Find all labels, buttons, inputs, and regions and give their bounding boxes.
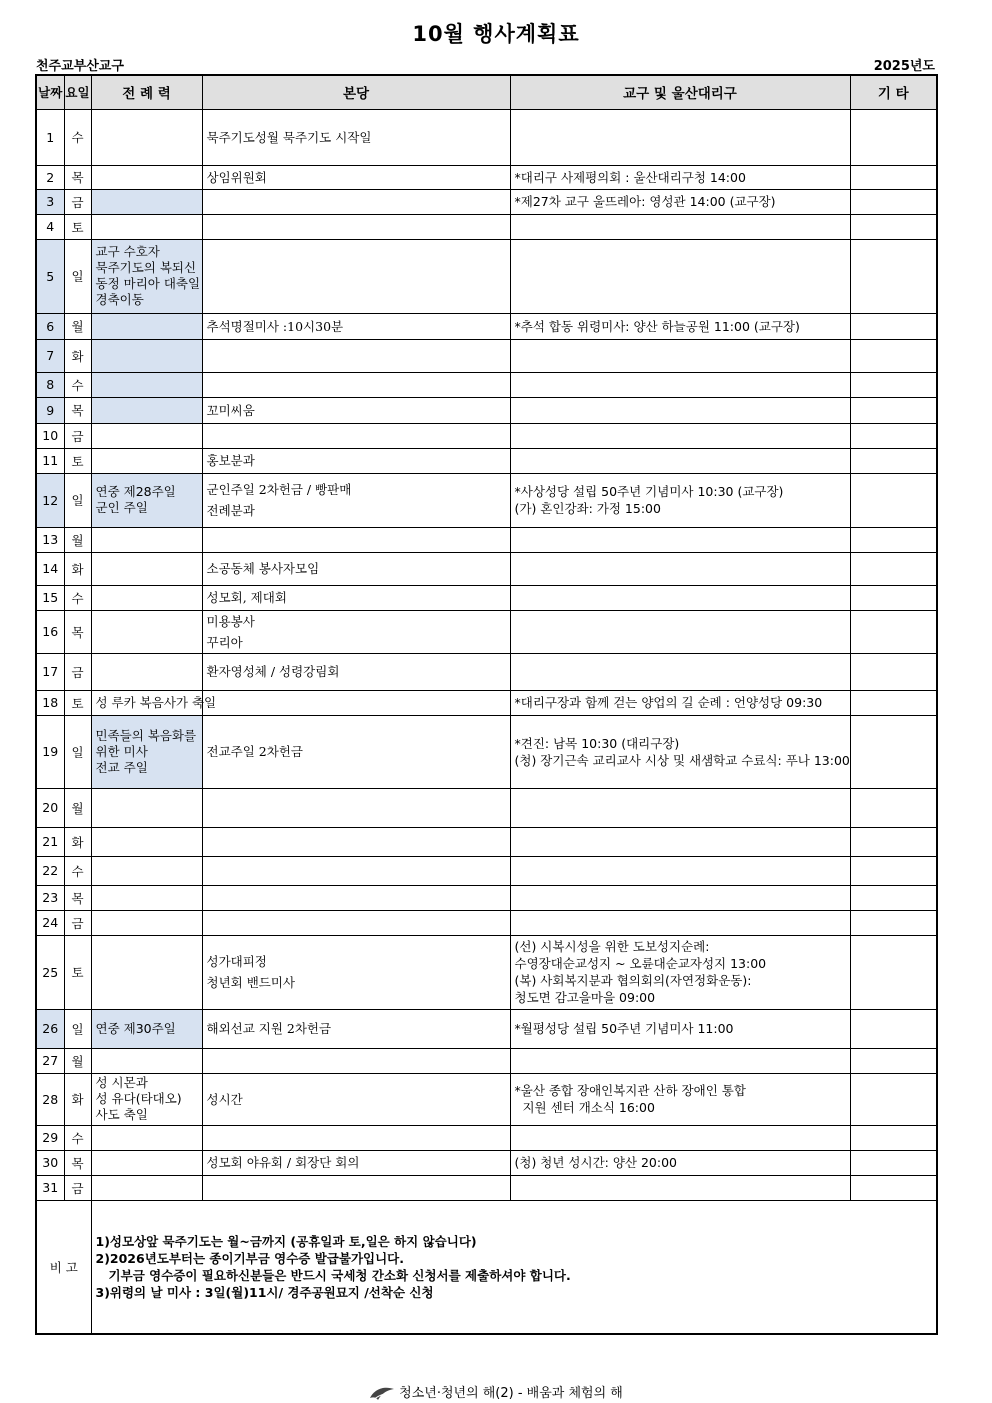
header-row [36, 75, 937, 109]
table-row [36, 827, 937, 856]
liturgy-cell [91, 214, 202, 239]
table-row [36, 1175, 937, 1200]
etc-cell [850, 473, 937, 527]
liturgy-cell [91, 397, 202, 423]
parish-event-line: 청년회 밴드미사 [206, 975, 295, 990]
diocese-event-cell [510, 1125, 850, 1150]
day-cell: 23 [36, 885, 64, 910]
diocese-event-cell [510, 527, 850, 552]
day-cell: 25 [36, 935, 64, 1009]
table-row [36, 690, 937, 715]
diocese-event-cell [510, 109, 850, 165]
day-cell: 2 [36, 165, 64, 189]
day-cell: 4 [36, 214, 64, 239]
parish-event-cell [202, 397, 510, 423]
parish-event-cell [202, 690, 510, 715]
liturgy-line: 성 루카 복음사가 축일 [95, 694, 217, 710]
liturgy-cell [91, 653, 202, 690]
diocese-event-line: *견진: 남목 10:30 (대리구장) [514, 735, 680, 751]
diocese-event-line: *사상성당 설립 50주년 기념미사 10:30 (교구장) [514, 484, 784, 499]
header-weekday: 요일 [64, 75, 91, 109]
parish-event-cell [202, 1125, 510, 1150]
day-cell: 18 [36, 690, 64, 715]
day-cell: 17 [36, 653, 64, 690]
note-line: 기부금 영수증이 필요하신분들은 반드시 국세청 간소화 신청서를 제출하셔야 합니다. [95, 1267, 571, 1283]
parish-event-cell [202, 189, 510, 214]
diocese-event-cell [510, 788, 850, 827]
diocese-event-line: *추석 합동 위령미사: 양산 하늘공원 11:00 (교구장) [514, 318, 800, 334]
etc-cell [850, 527, 937, 552]
diocese-event-line: *울산 종합 장애인복지관 산하 장애인 통합 [514, 1083, 746, 1098]
weekday-cell: 월 [64, 313, 91, 339]
etc-cell [850, 610, 937, 653]
weekday-cell: 목 [64, 885, 91, 910]
parish-event-line: 홍보분과 [206, 453, 255, 468]
liturgy-cell [91, 715, 202, 788]
weekday-cell: 토 [64, 214, 91, 239]
parish-event-cell [202, 585, 510, 610]
diocese-event-cell [510, 610, 850, 653]
weekday-cell: 수 [64, 1125, 91, 1150]
diocese-event-cell [510, 715, 850, 788]
weekday-cell: 화 [64, 827, 91, 856]
day-cell: 7 [36, 339, 64, 372]
liturgy-cell [91, 856, 202, 885]
day-cell: 27 [36, 1048, 64, 1073]
parish-event-cell [202, 1073, 510, 1125]
table-row [36, 109, 937, 165]
parish-event-line: 환자영성체 / 성령강림회 [206, 664, 340, 679]
parish-event-line: 상임위원회 [206, 169, 267, 185]
table-row [36, 339, 937, 372]
liturgy-cell [91, 788, 202, 827]
etc-cell [850, 788, 937, 827]
year-label: 2025년도 [873, 59, 935, 74]
diocese-event-cell [510, 189, 850, 214]
liturgy-line: 군인 주일 [95, 500, 148, 515]
liturgy-line: 사도 축일 [95, 1107, 148, 1122]
diocese-event-cell [510, 935, 850, 1009]
diocese-event-cell [510, 1175, 850, 1200]
weekday-cell: 금 [64, 189, 91, 214]
day-cell: 31 [36, 1175, 64, 1200]
parish-event-cell [202, 856, 510, 885]
etc-cell [850, 1073, 937, 1125]
table-row [36, 552, 937, 585]
parish-event-line: 성모회 야유회 / 회장단 회의 [206, 1155, 360, 1170]
table-row [36, 653, 937, 690]
diocese-event-cell [510, 690, 850, 715]
diocese-event-cell [510, 1073, 850, 1125]
table-row [36, 610, 937, 653]
weekday-cell: 월 [64, 788, 91, 827]
etc-cell [850, 189, 937, 214]
notes-row [36, 1200, 937, 1334]
parish-event-line: 해외선교 지원 2차헌금 [206, 1021, 332, 1036]
liturgy-cell [91, 1150, 202, 1175]
parish-event-cell [202, 715, 510, 788]
parish-event-line: 성모회, 제대회 [206, 590, 287, 605]
day-cell: 14 [36, 552, 64, 585]
weekday-cell: 화 [64, 339, 91, 372]
diocese-event-cell [510, 313, 850, 339]
weekday-cell: 월 [64, 1048, 91, 1073]
etc-cell [850, 690, 937, 715]
liturgy-cell [91, 1175, 202, 1200]
weekday-cell: 수 [64, 109, 91, 165]
liturgy-cell [91, 473, 202, 527]
day-cell: 28 [36, 1073, 64, 1125]
diocese-event-line: *대리구 사제평의회 : 울산대리구청 14:00 [514, 169, 746, 185]
weekday-cell: 토 [64, 690, 91, 715]
etc-cell [850, 448, 937, 473]
parish-event-cell [202, 214, 510, 239]
table-row [36, 788, 937, 827]
etc-cell [850, 1175, 937, 1200]
diocese-event-line: 지원 센터 개소식 16:00 [514, 1100, 655, 1115]
diocese-event-line: *제27차 교구 울뜨레아: 영성관 14:00 (교구장) [514, 194, 776, 209]
etc-cell [850, 372, 937, 397]
diocese-event-cell [510, 423, 850, 448]
organization-name: 천주교부산교구 [36, 59, 124, 74]
parish-event-cell [202, 1009, 510, 1048]
diocese-event-cell [510, 397, 850, 423]
parish-event-cell [202, 1048, 510, 1073]
table-row [36, 585, 937, 610]
header-diocese: 교구 및 울산대리구 [510, 75, 850, 109]
parish-event-line: 성가대피정 [206, 954, 267, 969]
liturgy-cell [91, 1073, 202, 1125]
table-row [36, 910, 937, 935]
day-cell: 22 [36, 856, 64, 885]
etc-cell [850, 910, 937, 935]
day-cell: 26 [36, 1009, 64, 1048]
day-cell: 5 [36, 239, 64, 313]
parish-event-line: 전례분과 [206, 503, 255, 518]
liturgy-cell [91, 372, 202, 397]
table-row [36, 423, 937, 448]
parish-event-line: 전교주일 2차헌금 [206, 744, 303, 759]
etc-cell [850, 339, 937, 372]
weekday-cell: 금 [64, 910, 91, 935]
parish-event-line: 묵주기도성월 묵주기도 시작일 [206, 129, 372, 145]
liturgy-cell [91, 109, 202, 165]
liturgy-cell [91, 1048, 202, 1073]
etc-cell [850, 653, 937, 690]
parish-event-cell [202, 165, 510, 189]
header-etc: 기 타 [850, 75, 937, 109]
liturgy-line: 민족들의 복음화를 [95, 727, 197, 743]
weekday-cell: 일 [64, 239, 91, 313]
diocese-event-cell [510, 214, 850, 239]
day-cell: 30 [36, 1150, 64, 1175]
day-cell: 12 [36, 473, 64, 527]
parish-event-cell [202, 239, 510, 313]
etc-cell [850, 552, 937, 585]
table-row [36, 473, 937, 527]
table-row [36, 1150, 937, 1175]
diocese-event-cell [510, 339, 850, 372]
liturgy-cell [91, 189, 202, 214]
table-row [36, 1009, 937, 1048]
parish-event-line: 꾸리아 [206, 634, 243, 650]
weekday-cell: 일 [64, 715, 91, 788]
note-line: 1)성모상앞 묵주기도는 월~금까지 (공휴일과 토,일은 하지 않습니다) [95, 1233, 477, 1249]
liturgy-line: 전교 주일 [95, 759, 148, 775]
etc-cell [850, 935, 937, 1009]
etc-cell [850, 1009, 937, 1048]
day-cell: 13 [36, 527, 64, 552]
diocese-event-line: *월평성당 설립 50주년 기념미사 11:00 [514, 1021, 734, 1036]
parish-event-cell [202, 653, 510, 690]
liturgy-line: 연중 제28주일 [95, 484, 176, 499]
liturgy-cell [91, 910, 202, 935]
parish-event-cell [202, 313, 510, 339]
parish-event-cell [202, 372, 510, 397]
day-cell: 9 [36, 397, 64, 423]
liturgy-cell [91, 165, 202, 189]
liturgy-cell [91, 585, 202, 610]
weekday-cell: 금 [64, 1175, 91, 1200]
table-row [36, 165, 937, 189]
liturgy-cell [91, 423, 202, 448]
diocese-event-cell [510, 372, 850, 397]
weekday-cell: 토 [64, 448, 91, 473]
parish-event-cell [202, 827, 510, 856]
etc-cell [850, 715, 937, 788]
liturgy-cell [91, 610, 202, 653]
weekday-cell: 금 [64, 423, 91, 448]
table-row [36, 1125, 937, 1150]
weekday-cell: 일 [64, 473, 91, 527]
day-cell: 8 [36, 372, 64, 397]
parish-event-cell [202, 935, 510, 1009]
liturgy-cell [91, 552, 202, 585]
liturgy-cell [91, 885, 202, 910]
diocese-event-cell [510, 552, 850, 585]
liturgy-cell [91, 827, 202, 856]
diocese-event-line: 수영장대순교성지 ~ 오륜대순교자성지 13:00 [514, 956, 767, 971]
liturgy-line: 연중 제30주일 [95, 1020, 176, 1036]
parish-event-cell [202, 423, 510, 448]
day-cell: 1 [36, 109, 64, 165]
etc-cell [850, 1125, 937, 1150]
table-row [36, 527, 937, 552]
day-cell: 24 [36, 910, 64, 935]
weekday-cell: 목 [64, 610, 91, 653]
weekday-cell: 수 [64, 585, 91, 610]
diocese-event-cell [510, 827, 850, 856]
diocese-event-cell [510, 239, 850, 313]
liturgy-line: 성 유다(타대오) [95, 1091, 182, 1106]
liturgy-cell [91, 935, 202, 1009]
diocese-event-cell [510, 1150, 850, 1175]
parish-event-line: 미용봉사 [206, 613, 255, 629]
table-row [36, 372, 937, 397]
footer [0, 1382, 992, 1402]
weekday-cell: 화 [64, 1073, 91, 1125]
diocese-event-line: (가) 혼인강좌: 가정 15:00 [514, 501, 661, 516]
parish-event-line: 추석명절미사 :10시30분 [206, 318, 344, 334]
schedule-table [35, 74, 938, 1335]
etc-cell [850, 109, 937, 165]
etc-cell [850, 1048, 937, 1073]
weekday-cell: 목 [64, 397, 91, 423]
diocese-event-line: (청) 청년 성시간: 양산 20:00 [514, 1155, 677, 1170]
parish-event-cell [202, 910, 510, 935]
notes-label: 비 고 [36, 1200, 91, 1334]
table-row [36, 885, 937, 910]
diocese-event-cell [510, 585, 850, 610]
diocese-event-line: (복) 사회복지분과 협의회의(자연정화운동): [514, 973, 752, 988]
parish-event-line: 소공동체 봉사자모임 [206, 561, 320, 576]
liturgy-cell [91, 313, 202, 339]
header-main: 본당 [202, 75, 510, 109]
table-row [36, 313, 937, 339]
parish-event-cell [202, 885, 510, 910]
diocese-event-cell [510, 910, 850, 935]
table-row [36, 214, 937, 239]
weekday-cell: 일 [64, 1009, 91, 1048]
weekday-cell: 목 [64, 165, 91, 189]
day-cell: 21 [36, 827, 64, 856]
table-row [36, 1073, 937, 1125]
diocese-event-cell [510, 473, 850, 527]
parish-event-cell [202, 473, 510, 527]
parish-event-cell [202, 448, 510, 473]
diocese-event-cell [510, 653, 850, 690]
etc-cell [850, 423, 937, 448]
etc-cell [850, 313, 937, 339]
day-cell: 11 [36, 448, 64, 473]
liturgy-cell [91, 239, 202, 313]
weekday-cell: 목 [64, 1150, 91, 1175]
day-cell: 15 [36, 585, 64, 610]
liturgy-line: 동정 마리아 대축일 [95, 276, 201, 291]
weekday-cell: 금 [64, 653, 91, 690]
parish-event-cell [202, 527, 510, 552]
table-row [36, 715, 937, 788]
parish-event-cell [202, 1175, 510, 1200]
diocese-event-cell [510, 885, 850, 910]
header-liturgy: 전 례 력 [91, 75, 202, 109]
notes-content [91, 1200, 937, 1334]
etc-cell [850, 239, 937, 313]
day-cell: 19 [36, 715, 64, 788]
etc-cell [850, 1150, 937, 1175]
note-line: 2)2026년도부터는 종이기부금 영수증 발급불가입니다. [95, 1250, 405, 1266]
liturgy-cell [91, 690, 217, 715]
diocese-event-cell [510, 448, 850, 473]
liturgy-cell [91, 1125, 202, 1150]
table-row [36, 856, 937, 885]
liturgy-line: 위한 미사 [95, 743, 148, 759]
parish-event-cell [202, 109, 510, 165]
weekday-cell: 월 [64, 527, 91, 552]
diocese-event-line: (청) 장기근속 교리교사 시상 및 새샘학교 수료식: 푸나 13:00 [514, 752, 850, 768]
liturgy-line: 경축이동 [95, 292, 144, 307]
page-title: 10월 행사계획표 [412, 22, 580, 46]
weekday-cell: 토 [64, 935, 91, 1009]
parish-event-line: 성시간 [206, 1091, 243, 1107]
parish-event-line: 꼬미씨움 [206, 402, 255, 418]
parish-event-cell [202, 788, 510, 827]
liturgy-cell [91, 1009, 202, 1048]
parish-event-cell [202, 552, 510, 585]
day-cell: 16 [36, 610, 64, 653]
etc-cell [850, 856, 937, 885]
weekday-cell: 수 [64, 856, 91, 885]
parish-event-cell [202, 610, 510, 653]
table-row [36, 397, 937, 423]
day-cell: 10 [36, 423, 64, 448]
diocese-event-line: 청도면 감고을마을 09:00 [514, 990, 656, 1005]
table-row [36, 239, 937, 313]
parish-event-line: 군인주일 2차헌금 / 빵판매 [206, 482, 352, 497]
liturgy-line: 묵주기도의 복되신 [95, 260, 197, 275]
day-cell: 6 [36, 313, 64, 339]
parish-event-cell [202, 1150, 510, 1175]
diocese-event-cell [510, 1048, 850, 1073]
table-row [36, 189, 937, 214]
diocese-event-cell [510, 856, 850, 885]
table-row [36, 935, 937, 1009]
liturgy-cell [91, 339, 202, 372]
weekday-cell: 화 [64, 552, 91, 585]
header-day: 날짜 [36, 75, 64, 109]
weekday-cell: 수 [64, 372, 91, 397]
liturgy-cell [91, 448, 202, 473]
diocese-event-cell [510, 1009, 850, 1048]
etc-cell [850, 885, 937, 910]
liturgy-line: 성 시몬과 [95, 1075, 148, 1090]
diocese-event-line: (선) 시복시성을 위한 도보성지순례: [514, 939, 710, 954]
etc-cell [850, 827, 937, 856]
etc-cell [850, 397, 937, 423]
table-row [36, 1048, 937, 1073]
diocese-event-cell [510, 165, 850, 189]
etc-cell [850, 165, 937, 189]
note-line: 3)위령의 날 미사 : 3일(월)11시/ 경주공원묘지 /선착순 신청 [95, 1284, 434, 1300]
day-cell: 29 [36, 1125, 64, 1150]
footer-text: 청소년·청년의 해(2) - 배움과 체험의 해 [399, 1386, 623, 1401]
table-row [36, 448, 937, 473]
etc-cell [850, 214, 937, 239]
leaf-icon [369, 1386, 395, 1402]
diocese-event-line: *대리구장과 함께 걷는 양업의 길 순례 : 언양성당 09:30 [514, 695, 823, 710]
day-cell: 3 [36, 189, 64, 214]
day-cell: 20 [36, 788, 64, 827]
etc-cell [850, 585, 937, 610]
liturgy-cell [91, 527, 202, 552]
parish-event-cell [202, 339, 510, 372]
liturgy-line: 교구 수호자 [95, 244, 160, 259]
